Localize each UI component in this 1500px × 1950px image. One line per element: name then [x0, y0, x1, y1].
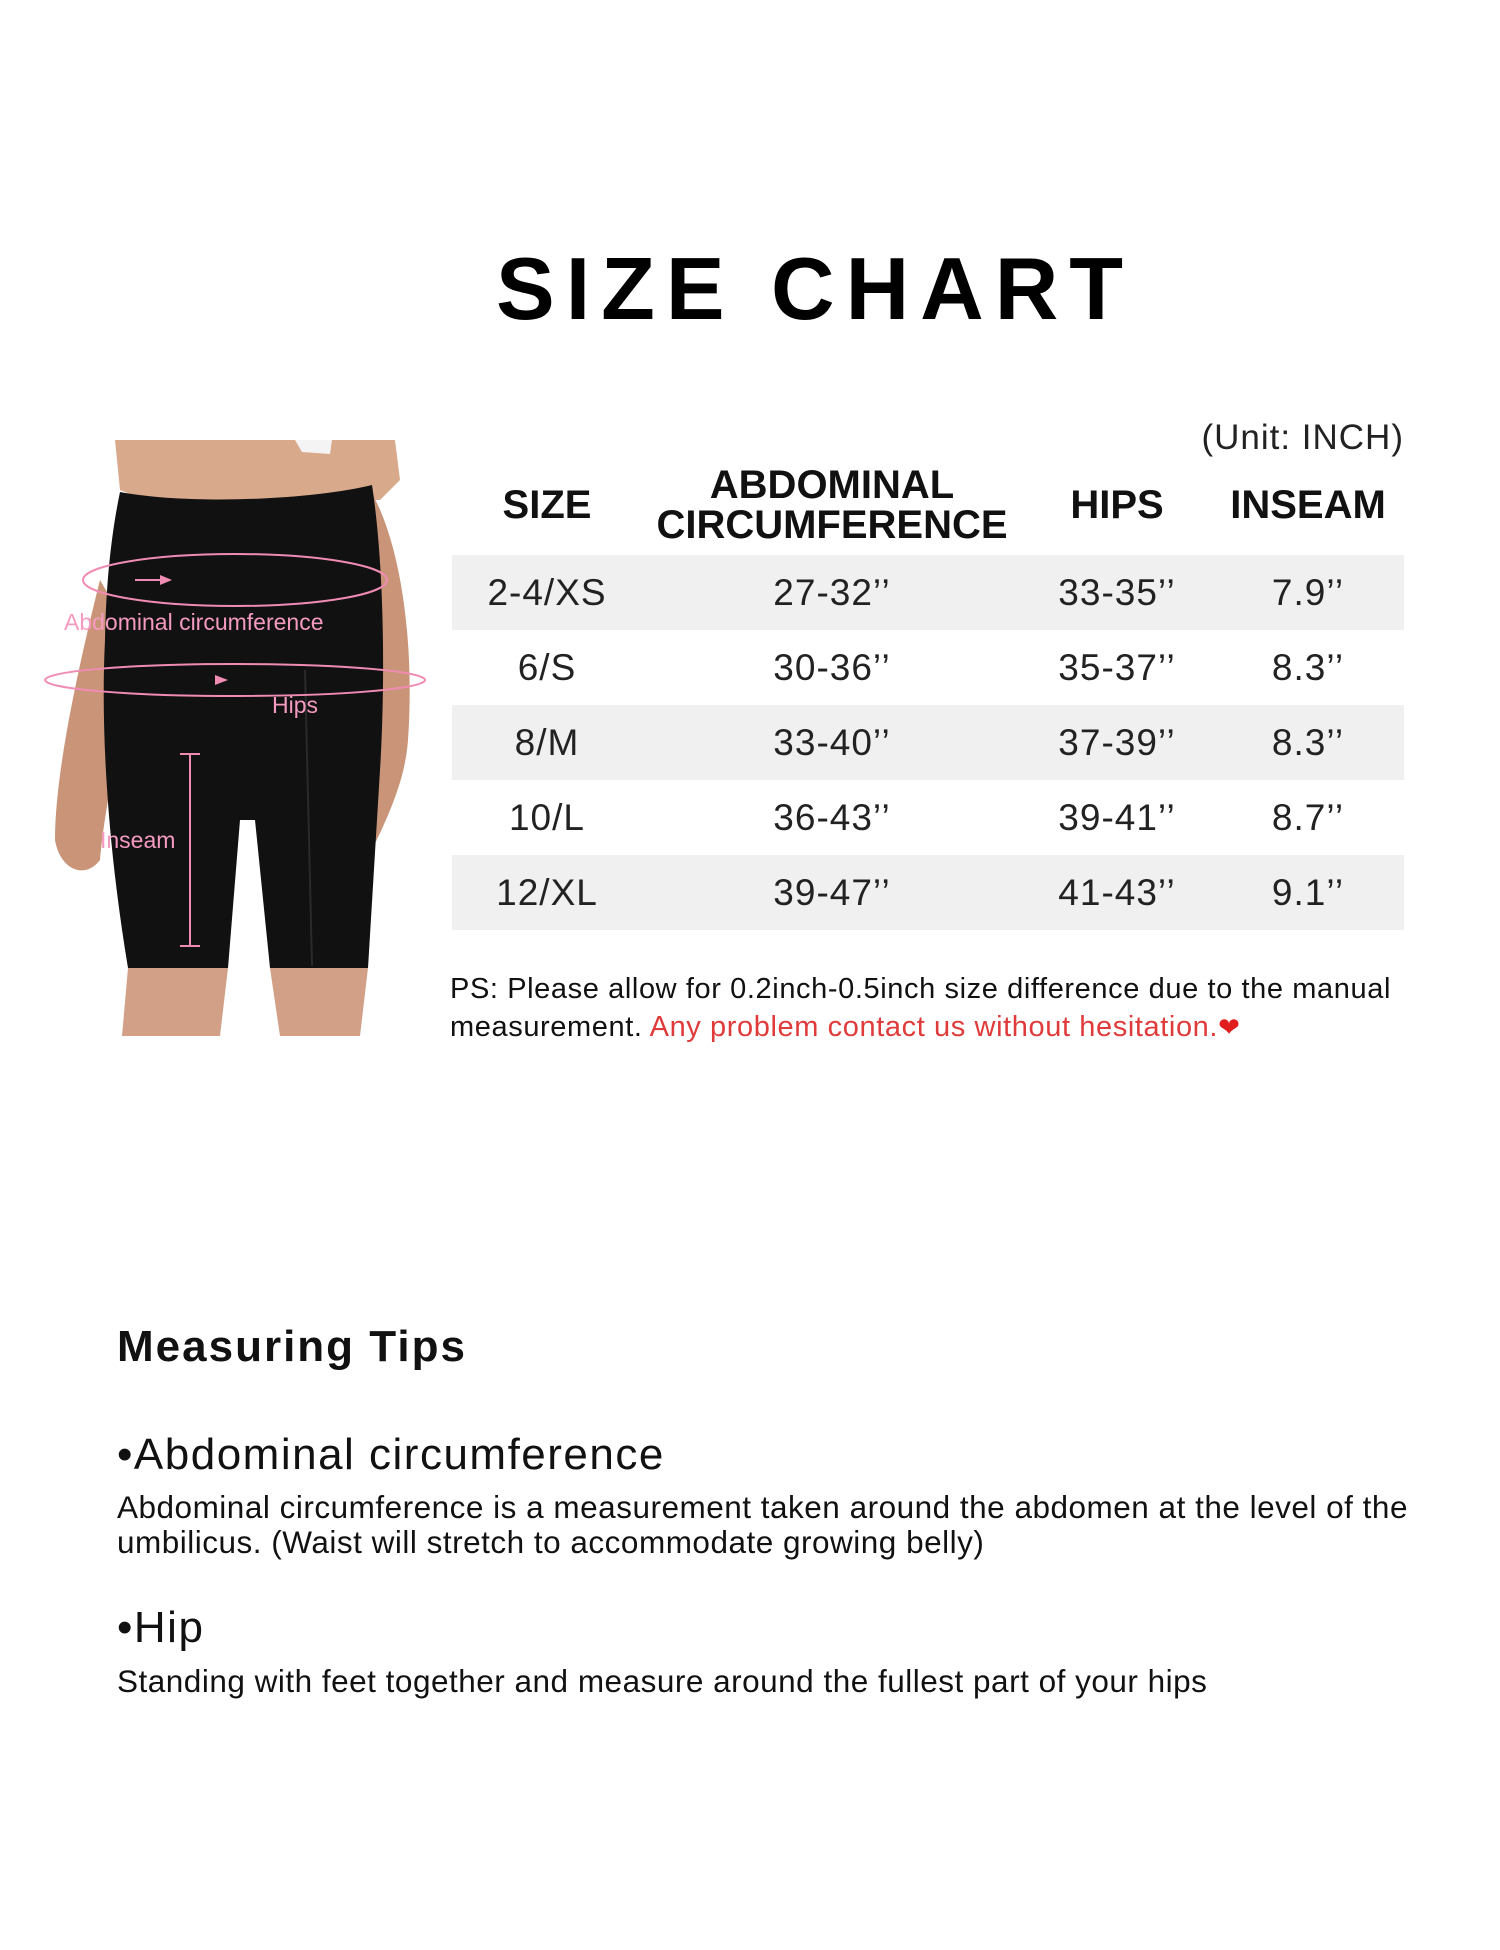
- cell-size: 12/XL: [496, 872, 598, 913]
- heart-icon: ❤: [1218, 1012, 1241, 1042]
- header-inseam: INSEAM: [1230, 483, 1386, 527]
- cell-inseam: 8.3’’: [1271, 647, 1345, 688]
- hips-label: Hips: [272, 692, 319, 718]
- cell-inseam: 8.3’’: [1271, 722, 1345, 763]
- size-table: [452, 455, 1404, 930]
- header-hips: HIPS: [1070, 483, 1164, 527]
- cell-hips: 39-41’’: [1058, 797, 1176, 838]
- cell-size: 10/L: [508, 797, 585, 838]
- cell-abdominal: 39-47’’: [773, 872, 891, 913]
- header-size: SIZE: [502, 483, 592, 527]
- page-title: SIZE CHART: [496, 239, 1134, 338]
- table-row: [452, 630, 1404, 705]
- inseam-label: Inseam: [100, 827, 176, 853]
- table-header: [452, 455, 1404, 555]
- header-abdominal-line1: ABDOMINAL: [709, 463, 955, 507]
- tip-heading-hip: •Hip: [117, 1603, 205, 1652]
- cell-hips: 35-37’’: [1058, 647, 1176, 688]
- header-abdominal: [622, 465, 1042, 545]
- cell-hips: 37-39’’: [1058, 722, 1176, 763]
- table-row: [452, 555, 1404, 630]
- model-figure: [40, 440, 430, 1036]
- cell-abdominal: 36-43’’: [773, 797, 891, 838]
- table-row: [452, 855, 1404, 930]
- cell-size: 2-4/XS: [487, 572, 607, 613]
- tip-body-hip: Standing with feet together and measure around the fullest part of your hips: [117, 1663, 1208, 1699]
- header-abdominal-line2: CIRCUMFERENCE: [656, 503, 1008, 547]
- cell-inseam: 9.1’’: [1271, 872, 1345, 913]
- cell-size: 6/S: [517, 647, 577, 688]
- cell-abdominal: 33-40’’: [773, 722, 891, 763]
- table-row: [452, 705, 1404, 780]
- cell-abdominal: 30-36’’: [773, 647, 891, 688]
- note-highlight: Any problem contact us without hesitation.: [649, 1011, 1219, 1043]
- abdominal-label: Abdominal circumference: [64, 609, 324, 635]
- cell-hips: 41-43’’: [1058, 872, 1176, 913]
- note-text: PS: Please allow for 0.2inch-0.5inch size difference due to the manual measurement.: [450, 973, 1391, 1043]
- cell-inseam: 7.9’’: [1271, 572, 1345, 613]
- cell-abdominal: 27-32’’: [773, 572, 891, 613]
- size-note: [450, 970, 1410, 1046]
- cell-hips: 33-35’’: [1058, 572, 1176, 613]
- cell-inseam: 8.7’’: [1271, 797, 1345, 838]
- tip-body-abdominal: Abdominal circumference is a measurement taken around the abdomen at the level of the umbilicus. (Waist will stretch to accommodate growing belly): [117, 1489, 1408, 1560]
- unit-label: (Unit: INCH): [1201, 418, 1404, 457]
- tips-title: Measuring Tips: [117, 1322, 467, 1371]
- tip-heading-abdominal: •Abdominal circumference: [117, 1430, 665, 1479]
- table-row: [452, 780, 1404, 855]
- cell-size: 8/M: [514, 722, 580, 763]
